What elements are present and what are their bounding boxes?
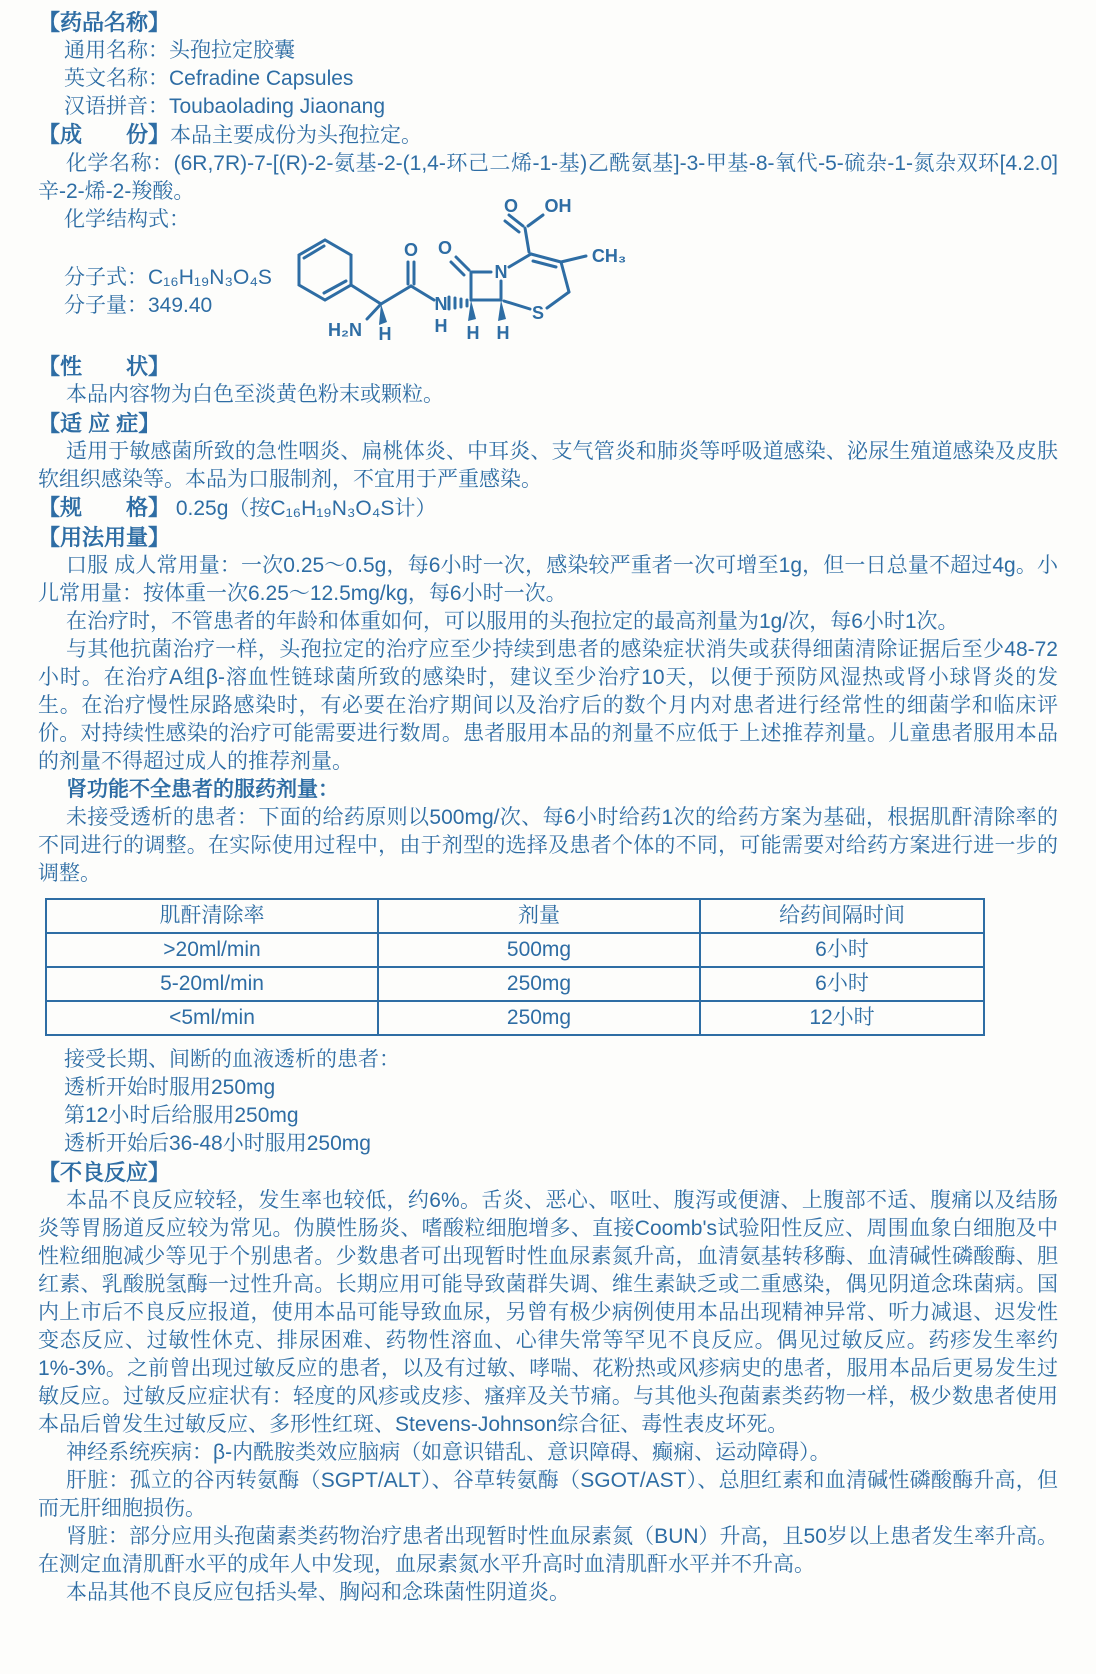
atom-label-oh: OH (544, 198, 572, 216)
table-cell: 6小时 (700, 967, 984, 1001)
table-row (46, 933, 984, 967)
generic-name-line: 通用名称：头孢拉定胶囊 (64, 39, 295, 62)
table-row (46, 1001, 984, 1035)
dialysis-line: 透析开始时服用250mg (64, 1076, 276, 1099)
table-cell: 500mg (378, 933, 700, 967)
table-row (46, 967, 984, 1001)
dialysis-line: 第12小时后给服用250mg (64, 1104, 299, 1127)
section-heading-adverse-reactions: 【不良反应】 (38, 1160, 171, 1185)
atom-label-amide-o: O (403, 240, 419, 260)
atom-label-alpha-h: H (378, 324, 392, 344)
chemical-name-paragraph: 化学名称：(6R,7R)-7-[(R)-2-氨基-2-(1,4-环己二烯-1-基)乙酰氨基]-3-甲基-8-氧代-5-硫杂-1-氮杂双环[4.2.0]辛-2-烯-2-羧酸。 (38, 152, 1058, 203)
table-cell: <5ml/min (46, 1001, 378, 1035)
dosage-paragraph-4: 未接受透析的患者：下面的给药原则以500mg/次、每6小时给药1次的给药方案为基础，根据肌酐清除率的不同进行的调整。在实际使用过程中，由于剂型的选择及患者个体的不同，可能需要对给药方案进行进一步的调整。 (38, 806, 1058, 885)
section-heading-drug-name: 【药品名称】 (38, 10, 171, 35)
dosage-paragraph-2: 在治疗时，不管患者的年龄和体重如何，可以服用的头孢拉定的最高剂量为1g/次，每6小时1次。 (66, 610, 959, 633)
adverse-reactions-paragraph-4: 肾脏：部分应用头孢菌素类药物治疗患者出现暂时性血尿素氮（BUN）升高，且50岁以上患者发生率升高。在测定血清肌酐水平的成年人中发现，血尿素氮水平升高时血清肌酐水平并不升高。 (38, 1525, 1058, 1576)
atom-label-c7-h: H (466, 323, 480, 343)
renal-dose-table (45, 898, 985, 1036)
section-heading-dosage: 【用法用量】 (38, 525, 171, 550)
specification-value: 0.25g（按C₁₆H₁₉N₃O₄S计） (175, 497, 437, 520)
section-specification-line (38, 494, 1058, 523)
pinyin-name-line: 汉语拼音：Toubaolading Jiaonang (64, 95, 386, 118)
composition-intro: 本品主要成份为头孢拉定。 (170, 124, 423, 147)
renal-dose-subheading: 肾功能不全患者的服药剂量： (66, 778, 339, 801)
atom-label-amide-h: H (434, 316, 448, 336)
dialysis-line: 接受长期、间断的血液透析的患者： (64, 1048, 400, 1071)
atom-label-s: S (531, 303, 545, 323)
atom-label-ring-n: N (494, 262, 508, 282)
adverse-reactions-paragraph-1: 本品不良反应较轻，发生率也较低，约6%。舌炎、恶心、呕吐、腹泻或便溏、上腹部不适、腹痛以及结肠炎等胃肠道反应较为常见。伪膜性肠炎、嗜酸粒细胞增多、直接Coomb's试验阳性反应、周围血象白细胞及中性粒细胞减少等见于个别患者。少数患者可出现暂时性血尿素氮升高，血清氨基转移酶、血清碱性磷酸酶、胆红素、乳酸脱氢酶一过性升高。长期应用可能导致菌群失调、维生素缺乏或二重感染，偶见阴道念珠菌病。国内上市后不良反应报道，使用本品可能导致血尿，另曾有极少病例使用本品出现精神异常、听力减退、迟发性变态反应、过敏性休克、排尿困难、药物性溶血、心律失常等罕见不良反应。偶见过敏反应。药疹发生率约1%-3%。之前曾出现过敏反应的患者，以及有过敏、哮喘、花粉热或风疹病史的患者，服用本品后更易发生过敏反应。过敏反应症状有：轻度的风疹或皮疹、瘙痒及关节痛。与其他头孢菌素类药物一样，极少数患者使用本品后曾发生过敏反应、多形性红斑、Stevens-Johnson综合征、毒性表皮坏死。 (38, 1189, 1058, 1436)
table-cell: >20ml/min (46, 933, 378, 967)
table-header-creatinine-clearance: 肌酐清除率 (46, 899, 378, 933)
adverse-reactions-paragraph-5: 本品其他不良反应包括头晕、胸闷和念珠菌性阴道炎。 (66, 1581, 570, 1604)
section-heading-description: 【性 状】 (38, 354, 171, 379)
table-cell: 250mg (378, 967, 700, 1001)
table-header-interval: 给药间隔时间 (700, 899, 984, 933)
atom-label-acid-o: O (503, 198, 519, 216)
section-heading-indications: 【适 应 症】 (38, 411, 161, 436)
molecular-weight-line: 分子量：349.40 (64, 294, 213, 317)
chemical-structure-block (38, 198, 1058, 352)
section-composition-lead (38, 121, 1058, 150)
molecular-formula-line: 分子式：C₁₆H₁₉N₃O₄S (64, 266, 272, 289)
adverse-reactions-paragraph-3: 肝脏：孤立的谷丙转氨酶（SGPT/ALT）、谷草转氨酶（SGOT/AST）、总胆红素和血清碱性磷酸酶升高，但而无肝细胞损伤。 (38, 1469, 1058, 1520)
table-cell: 12小时 (700, 1001, 984, 1035)
table-header-dose: 剂量 (378, 899, 700, 933)
dosage-paragraph-1: 口服 成人常用量：一次0.25～0.5g，每6小时一次，感染较严重者一次可增至1g，但一日总量不超过4g。小儿常用量：按体重一次6.25～12.5mg/kg，每6小时一次。 (38, 554, 1058, 605)
table-header-row (46, 899, 984, 933)
dosage-paragraph-3: 与其他抗菌治疗一样，头孢拉定的治疗应至少持续到患者的感染症状消失或获得细菌清除证据后至少48-72小时。在治疗A组β-溶血性链球菌所致的感染时，建议至少治疗10天，以便于预防风湿热或肾小球肾炎的发生。在治疗慢性尿路感染时，有必要在治疗期间以及治疗后的数个月内对患者进行经常性的细菌学和临床评价。对持续性感染的治疗可能需要进行数周。患者服用本品的剂量不应低于上述推荐剂量。儿童患者服用本品的剂量不得超过成人的推荐剂量。 (38, 638, 1058, 773)
table-cell: 250mg (378, 1001, 700, 1035)
structure-label: 化学结构式： (64, 208, 190, 231)
atom-label-amide-n: N (434, 294, 448, 314)
english-name-line: 英文名称：Cefradine Capsules (64, 67, 354, 90)
section-heading-specification: 【规 格】 (38, 495, 171, 520)
indications-paragraph: 适用于敏感菌所致的急性咽炎、扁桃体炎、中耳炎、支气管炎和肺炎等呼吸道感染、泌尿生殖道感染及皮肤软组织感染等。本品为口服制剂，不宜用于严重感染。 (38, 440, 1058, 491)
chemical-structure-diagram (273, 198, 703, 344)
atom-label-ch3: CH₃ (591, 246, 627, 266)
atom-label-h2n: H₂N (328, 320, 362, 340)
atom-label-lactam-o: O (437, 238, 453, 258)
adverse-reactions-paragraph-2: 神经系统疾病：β-内酰胺类效应脑病（如意识错乱、意识障碍、癫痫、运动障碍）。 (66, 1441, 831, 1464)
table-cell: 6小时 (700, 933, 984, 967)
atom-label-c6-h: H (496, 323, 510, 343)
description-paragraph: 本品内容物为白色至淡黄色粉末或颗粒。 (66, 383, 444, 406)
table-cell: 5-20ml/min (46, 967, 378, 1001)
section-heading-composition: 【成 份】 (38, 122, 171, 147)
dialysis-line: 透析开始后36-48小时服用250mg (64, 1132, 371, 1155)
